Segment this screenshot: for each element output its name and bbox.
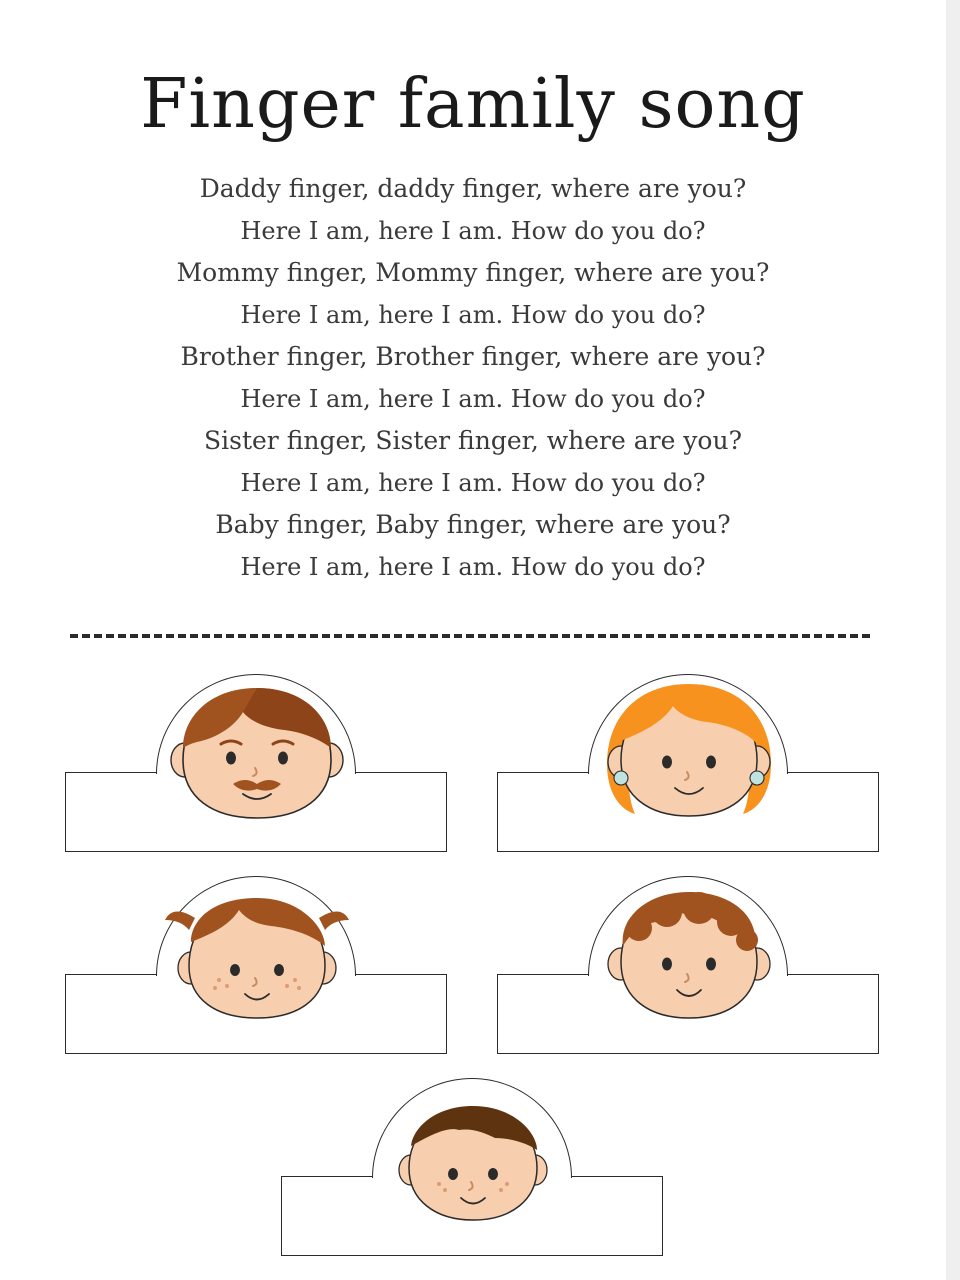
crown-baby[interactable] xyxy=(281,1076,665,1256)
page-title: Finger family song xyxy=(140,64,806,144)
lyric-line: Mommy finger, Mommy finger, where are you? xyxy=(176,258,770,287)
mommy-face-icon xyxy=(587,682,791,822)
lyric-line: Here I am, here I am. How do you do? xyxy=(240,469,706,497)
crown-row xyxy=(0,1076,946,1256)
lyric-line: Sister finger, Sister finger, where are you? xyxy=(204,426,742,455)
brother-face-icon xyxy=(587,884,791,1024)
lyric-line: Here I am, here I am. How do you do? xyxy=(240,385,706,413)
crown-daddy[interactable] xyxy=(65,672,449,852)
crown-brother[interactable] xyxy=(497,874,881,1054)
sister-face-icon xyxy=(155,884,359,1024)
crown-mommy[interactable] xyxy=(497,672,881,852)
lyric-line: Daddy finger, daddy finger, where are you? xyxy=(199,174,747,203)
dashed-cut-line xyxy=(70,634,870,638)
page-edge-strip xyxy=(946,0,960,1280)
crown-row xyxy=(0,874,946,1054)
lyric-line: Baby finger, Baby finger, where are you? xyxy=(215,510,731,539)
lyric-line: Here I am, here I am. How do you do? xyxy=(240,301,706,329)
lyrics-block xyxy=(0,168,946,588)
lyric-line: Here I am, here I am. How do you do? xyxy=(240,217,706,245)
crown-templates xyxy=(0,672,946,1278)
baby-face-icon xyxy=(371,1086,575,1226)
crown-row xyxy=(0,672,946,852)
lyric-line: Here I am, here I am. How do you do? xyxy=(240,553,706,581)
daddy-face-icon xyxy=(155,682,359,822)
crown-sister[interactable] xyxy=(65,874,449,1054)
lyric-line: Brother finger, Brother finger, where are you? xyxy=(180,342,766,371)
